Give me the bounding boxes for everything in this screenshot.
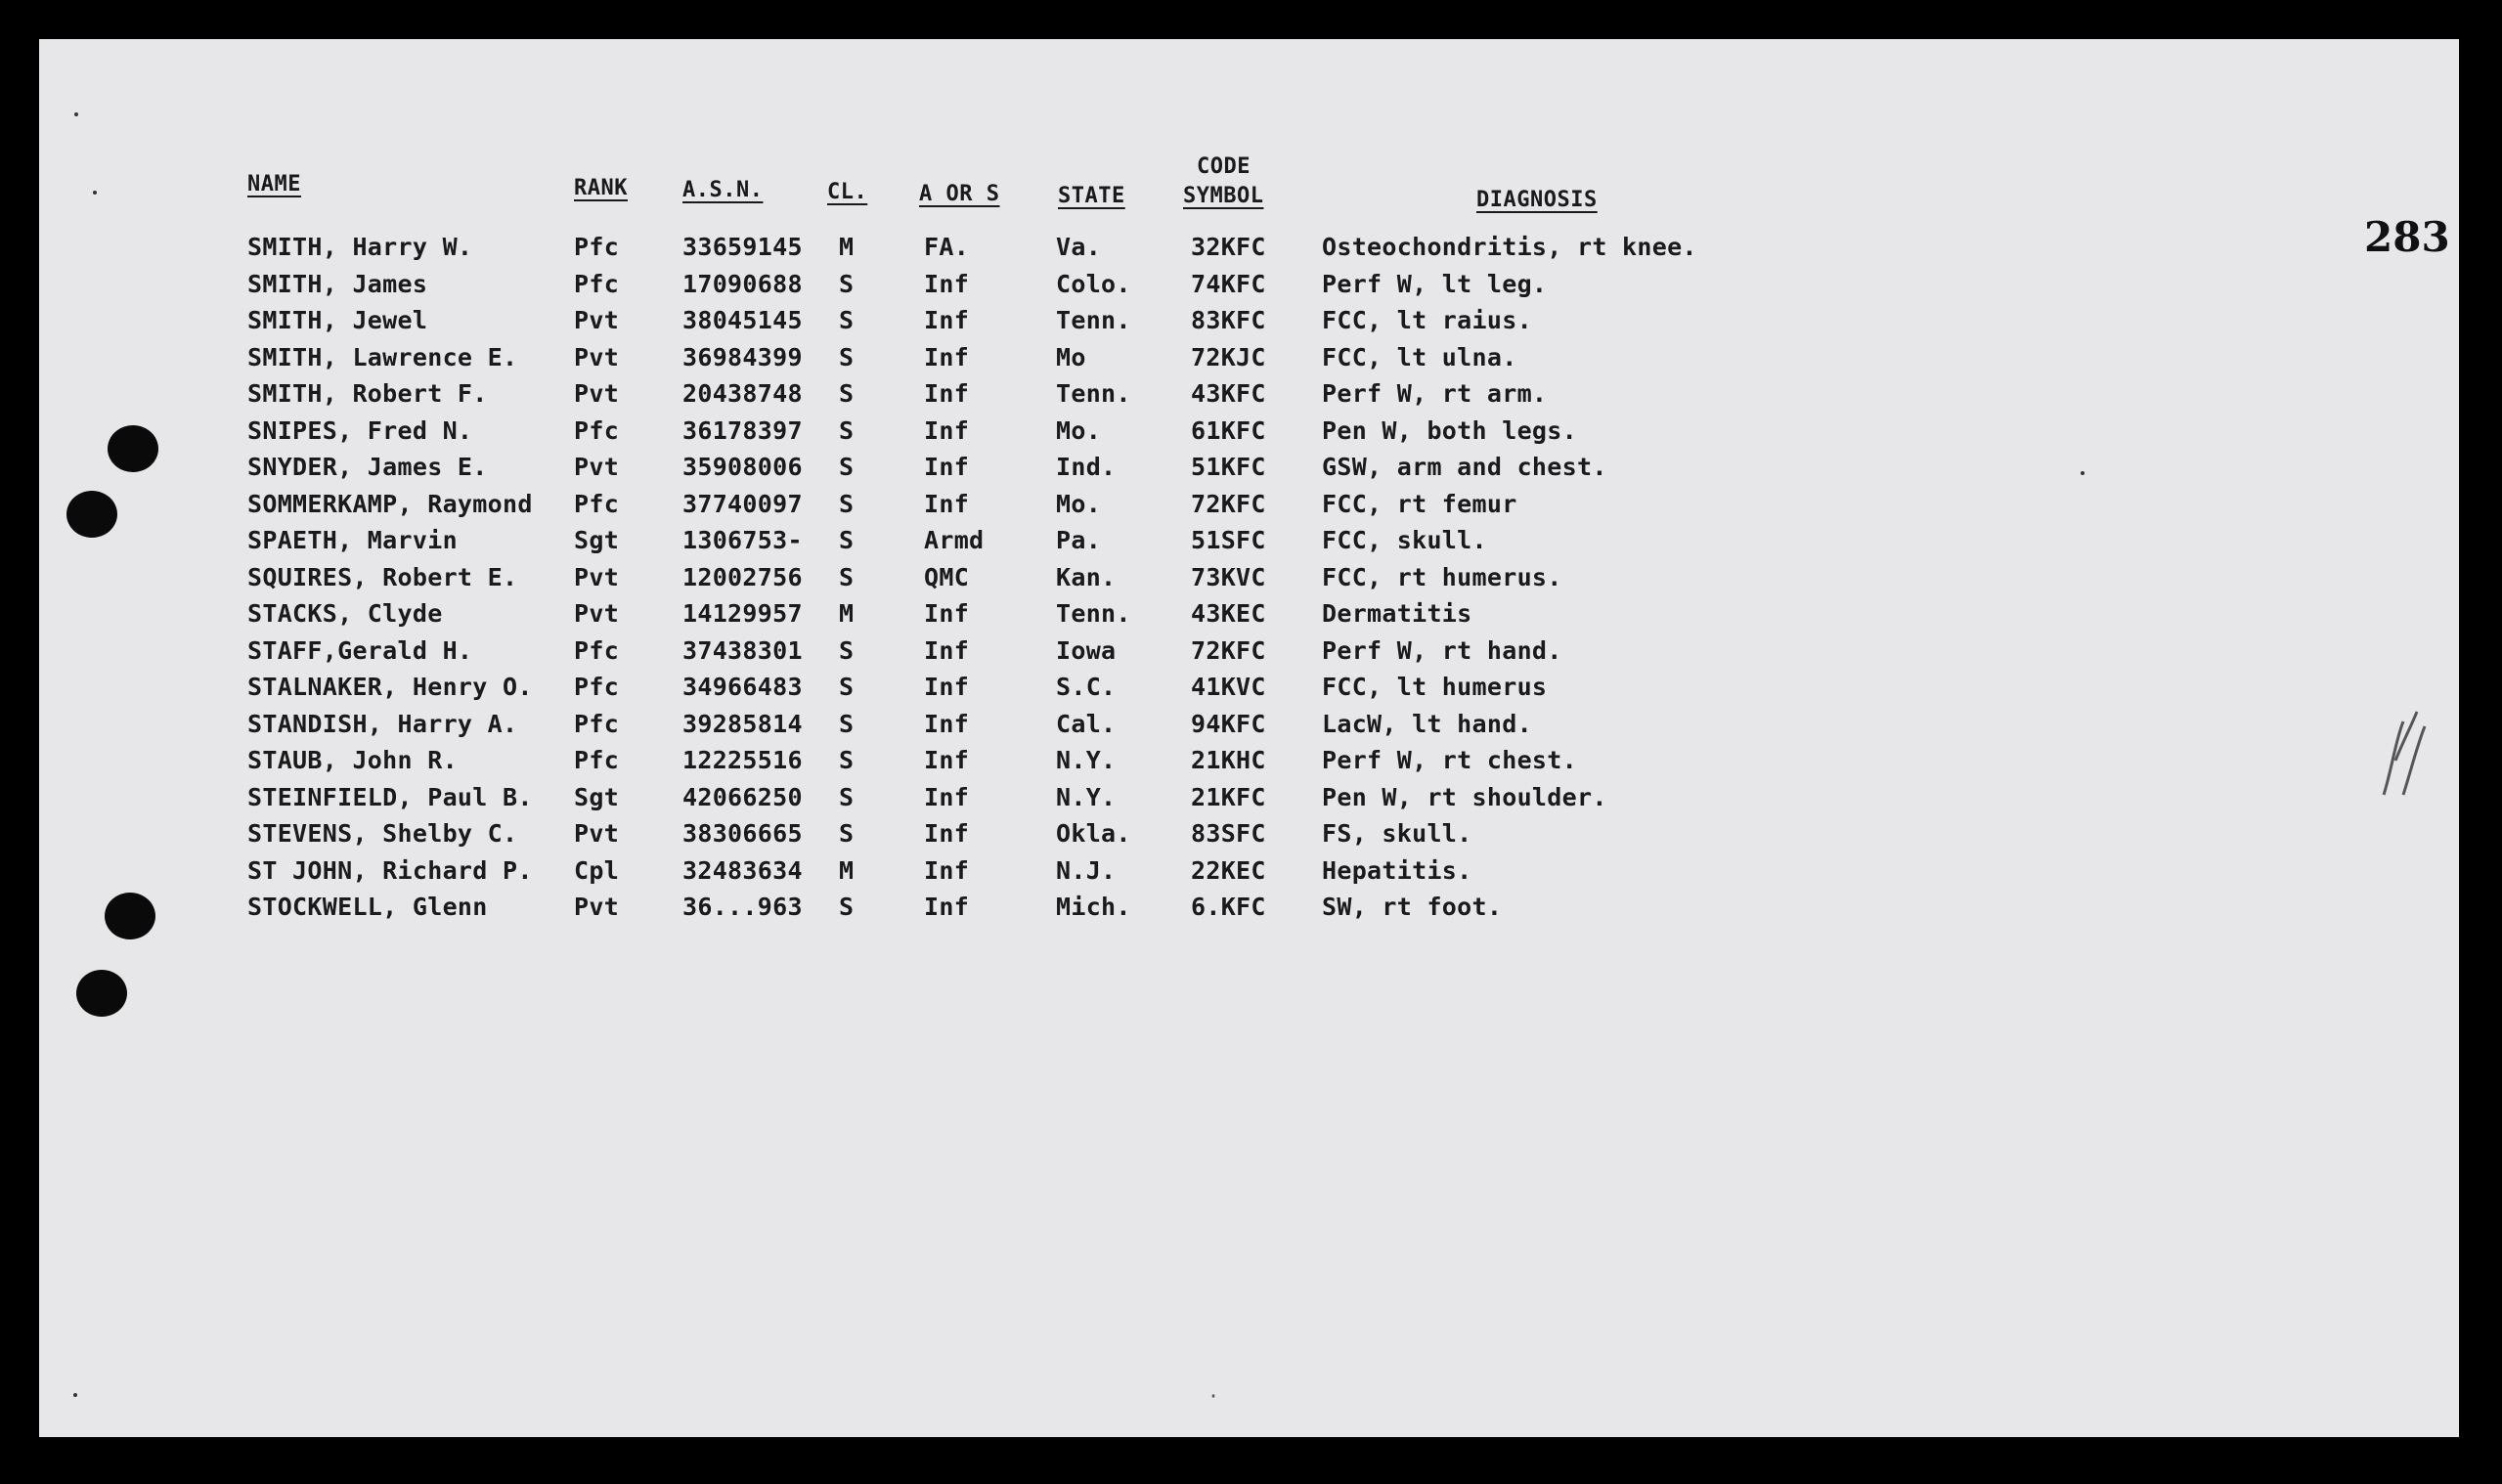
cell-name: SQUIRES, Robert E. [247, 562, 518, 591]
cell-diagnosis: LacW, lt hand. [1322, 709, 1532, 738]
cell-cl: S [839, 709, 855, 738]
cell-rank: Pvt [574, 379, 620, 408]
cell-asn: 1306753- [682, 526, 803, 554]
cell-state: Mich. [1056, 893, 1131, 921]
cell-asn: 37438301 [682, 635, 803, 665]
cell-cl: S [839, 415, 855, 445]
cell-diagnosis: FCC, rt femur [1322, 489, 1517, 518]
cell-cl: M [839, 599, 855, 628]
cell-code: 94KFC [1191, 709, 1266, 738]
cell-aors: Inf [924, 269, 970, 298]
record-row [39, 710, 2459, 749]
punch-hole [66, 491, 117, 538]
record-row [39, 563, 2459, 602]
cell-aors: Inf [924, 342, 970, 371]
cell-diagnosis: GSW, arm and chest. [1322, 453, 1607, 481]
header-state: STATE [1058, 184, 1125, 208]
cell-asn: 14129957 [682, 599, 803, 628]
record-row [39, 343, 2459, 382]
cell-aors: Inf [924, 453, 970, 481]
cell-diagnosis: FCC, lt raius. [1322, 306, 1532, 334]
cell-code: 72KJC [1191, 342, 1266, 371]
cell-asn: 38045145 [682, 306, 803, 334]
cell-diagnosis: Pen W, both legs. [1322, 415, 1577, 445]
cell-state: Tenn. [1056, 306, 1131, 334]
cell-diagnosis: Perf W, lt leg. [1322, 269, 1548, 298]
cell-aors: Inf [924, 306, 970, 334]
page-number: 283 [2364, 213, 2450, 261]
cell-cl: S [839, 562, 855, 591]
cell-state: Cal. [1056, 709, 1117, 738]
cell-asn: 38306665 [682, 819, 803, 848]
cell-asn: 36...963 [682, 893, 803, 921]
cell-rank: Pvt [574, 819, 620, 848]
cell-asn: 17090688 [682, 269, 803, 298]
cell-aors: Inf [924, 489, 970, 518]
cell-aors: Armd [924, 526, 985, 554]
cell-state: Mo. [1056, 415, 1102, 445]
document-page [39, 39, 2459, 1437]
casualty-list [39, 39, 2459, 1437]
cell-name: SNYDER, James E. [247, 453, 488, 481]
cell-aors: Inf [924, 673, 970, 701]
cell-name: STANDISH, Harry A. [247, 709, 518, 738]
cell-state: Tenn. [1056, 379, 1131, 408]
cell-code: 51SFC [1191, 526, 1266, 554]
cell-asn: 34966483 [682, 673, 803, 701]
record-row [39, 599, 2459, 638]
cell-name: ST JOHN, Richard P. [247, 855, 533, 885]
cell-diagnosis: FCC, lt humerus [1322, 673, 1548, 701]
cell-rank: Pvt [574, 453, 620, 481]
cell-aors: Inf [924, 782, 970, 811]
header-diagnosis: DIAGNOSIS [1476, 188, 1598, 212]
header-a-or-s: A OR S [919, 182, 1000, 206]
cell-asn: 36178397 [682, 415, 803, 445]
cell-name: STEVENS, Shelby C. [247, 819, 518, 848]
cell-diagnosis: Perf W, rt arm. [1322, 379, 1548, 408]
record-row [39, 783, 2459, 822]
header-code: CODE [1197, 154, 1251, 179]
cell-state: Iowa [1056, 635, 1117, 665]
cell-cl: M [839, 233, 855, 261]
cell-cl: S [839, 819, 855, 848]
cell-code: 51KFC [1191, 453, 1266, 481]
cell-cl: S [839, 635, 855, 665]
cell-name: STOCKWELL, Glenn [247, 893, 488, 921]
cell-aors: Inf [924, 635, 970, 665]
handwritten-margin-mark [2374, 702, 2433, 809]
cell-code: 72KFC [1191, 635, 1266, 665]
cell-state: Tenn. [1056, 599, 1131, 628]
cell-rank: Pfc [574, 269, 620, 298]
cell-cl: S [839, 782, 855, 811]
cell-aors: Inf [924, 893, 970, 921]
cell-diagnosis: FCC, lt ulna. [1322, 342, 1517, 371]
cell-asn: 12225516 [682, 746, 803, 774]
footer-mark: · [1207, 1384, 1220, 1408]
record-row [39, 746, 2459, 785]
cell-asn: 37740097 [682, 489, 803, 518]
cell-code: 83KFC [1191, 306, 1266, 334]
cell-aors: Inf [924, 599, 970, 628]
punch-hole [108, 425, 158, 472]
cell-code: 32KFC [1191, 233, 1266, 261]
cell-name: SMITH, Jewel [247, 306, 428, 334]
cell-rank: Sgt [574, 782, 620, 811]
punch-hole [76, 970, 127, 1017]
header-name: NAME [247, 172, 301, 196]
record-row [39, 636, 2459, 676]
cell-diagnosis: Perf W, rt chest. [1322, 746, 1577, 774]
header-symbol: SYMBOL [1183, 184, 1264, 208]
cell-aors: FA. [924, 233, 970, 261]
cell-cl: S [839, 489, 855, 518]
cell-cl: S [839, 379, 855, 408]
cell-diagnosis: FS, skull. [1322, 819, 1472, 848]
cell-name: SMITH, Lawrence E. [247, 342, 518, 371]
record-row [39, 233, 2459, 272]
cell-rank: Pvt [574, 893, 620, 921]
cell-rank: Pfc [574, 746, 620, 774]
record-row [39, 526, 2459, 565]
cell-code: 74KFC [1191, 269, 1266, 298]
cell-cl: S [839, 453, 855, 481]
cell-code: 73KVC [1191, 562, 1266, 591]
cell-cl: S [839, 269, 855, 298]
cell-asn: 42066250 [682, 782, 803, 811]
cell-rank: Pvt [574, 562, 620, 591]
cell-diagnosis: FCC, skull. [1322, 526, 1487, 554]
cell-name: SMITH, James [247, 269, 428, 298]
cell-rank: Pfc [574, 489, 620, 518]
cell-state: Okla. [1056, 819, 1131, 848]
cell-rank: Pvt [574, 342, 620, 371]
cell-name: SNIPES, Fred N. [247, 415, 473, 445]
record-row [39, 379, 2459, 418]
cell-rank: Cpl [574, 855, 620, 885]
cell-state: Mo. [1056, 489, 1102, 518]
cell-diagnosis: SW, rt foot. [1322, 893, 1503, 921]
cell-code: 6.KFC [1191, 893, 1266, 921]
cell-name: SMITH, Harry W. [247, 233, 473, 261]
record-row [39, 270, 2459, 309]
speck [74, 112, 78, 116]
cell-rank: Pfc [574, 635, 620, 665]
cell-state: N.Y. [1056, 746, 1117, 774]
record-row [39, 490, 2459, 529]
cell-rank: Sgt [574, 526, 620, 554]
cell-asn: 36984399 [682, 342, 803, 371]
record-row [39, 856, 2459, 895]
cell-aors: Inf [924, 746, 970, 774]
speck [73, 1393, 77, 1397]
punch-hole [105, 893, 155, 939]
cell-state: Colo. [1056, 269, 1131, 298]
cell-code: 21KHC [1191, 746, 1266, 774]
cell-name: SOMMERKAMP, Raymond [247, 489, 533, 518]
cell-diagnosis: Perf W, rt hand. [1322, 635, 1562, 665]
cell-aors: Inf [924, 415, 970, 445]
record-row [39, 819, 2459, 858]
cell-name: STAUB, John R. [247, 746, 458, 774]
record-row [39, 453, 2459, 492]
cell-name: SPAETH, Marvin [247, 526, 458, 554]
cell-rank: Pfc [574, 233, 620, 261]
cell-diagnosis: Osteochondritis, rt knee. [1322, 233, 1697, 261]
cell-diagnosis: Pen W, rt shoulder. [1322, 782, 1607, 811]
cell-state: Kan. [1056, 562, 1117, 591]
cell-aors: QMC [924, 562, 970, 591]
cell-code: 43KEC [1191, 599, 1266, 628]
cell-rank: Pvt [574, 599, 620, 628]
record-row [39, 893, 2459, 932]
cell-code: 72KFC [1191, 489, 1266, 518]
cell-asn: 35908006 [682, 453, 803, 481]
cell-state: N.Y. [1056, 782, 1117, 811]
record-row [39, 306, 2459, 345]
cell-state: Pa. [1056, 526, 1102, 554]
cell-name: STAFF,Gerald H. [247, 635, 473, 665]
cell-cl: S [839, 893, 855, 921]
record-row [39, 416, 2459, 456]
cell-asn: 39285814 [682, 709, 803, 738]
cell-aors: Inf [924, 379, 970, 408]
cell-aors: Inf [924, 819, 970, 848]
cell-rank: Pfc [574, 709, 620, 738]
header-rank: RANK [574, 176, 628, 200]
record-row [39, 673, 2459, 712]
cell-cl: M [839, 855, 855, 885]
cell-rank: Pfc [574, 673, 620, 701]
cell-cl: S [839, 342, 855, 371]
cell-name: SMITH, Robert F. [247, 379, 488, 408]
cell-asn: 32483634 [682, 855, 803, 885]
cell-rank: Pvt [574, 306, 620, 334]
cell-asn: 12002756 [682, 562, 803, 591]
cell-cl: S [839, 526, 855, 554]
cell-code: 41KVC [1191, 673, 1266, 701]
cell-asn: 20438748 [682, 379, 803, 408]
header-asn: A.S.N. [682, 178, 764, 202]
header-cl: CL. [827, 180, 868, 204]
cell-diagnosis: FCC, rt humerus. [1322, 562, 1562, 591]
cell-code: 43KFC [1191, 379, 1266, 408]
cell-aors: Inf [924, 709, 970, 738]
cell-asn: 33659145 [682, 233, 803, 261]
cell-code: 22KEC [1191, 855, 1266, 885]
cell-diagnosis: Hepatitis. [1322, 855, 1472, 885]
speck [2081, 471, 2085, 475]
speck [93, 191, 97, 195]
cell-code: 21KFC [1191, 782, 1266, 811]
cell-diagnosis: Dermatitis [1322, 599, 1472, 628]
cell-name: STACKS, Clyde [247, 599, 443, 628]
cell-state: N.J. [1056, 855, 1117, 885]
cell-aors: Inf [924, 855, 970, 885]
cell-name: STALNAKER, Henry O. [247, 673, 533, 701]
cell-state: Va. [1056, 233, 1102, 261]
cell-state: Ind. [1056, 453, 1117, 481]
cell-state: Mo [1056, 342, 1086, 371]
cell-state: S.C. [1056, 673, 1117, 701]
cell-rank: Pfc [574, 415, 620, 445]
cell-code: 83SFC [1191, 819, 1266, 848]
cell-name: STEINFIELD, Paul B. [247, 782, 533, 811]
cell-cl: S [839, 746, 855, 774]
cell-cl: S [839, 306, 855, 334]
cell-code: 61KFC [1191, 415, 1266, 445]
cell-cl: S [839, 673, 855, 701]
